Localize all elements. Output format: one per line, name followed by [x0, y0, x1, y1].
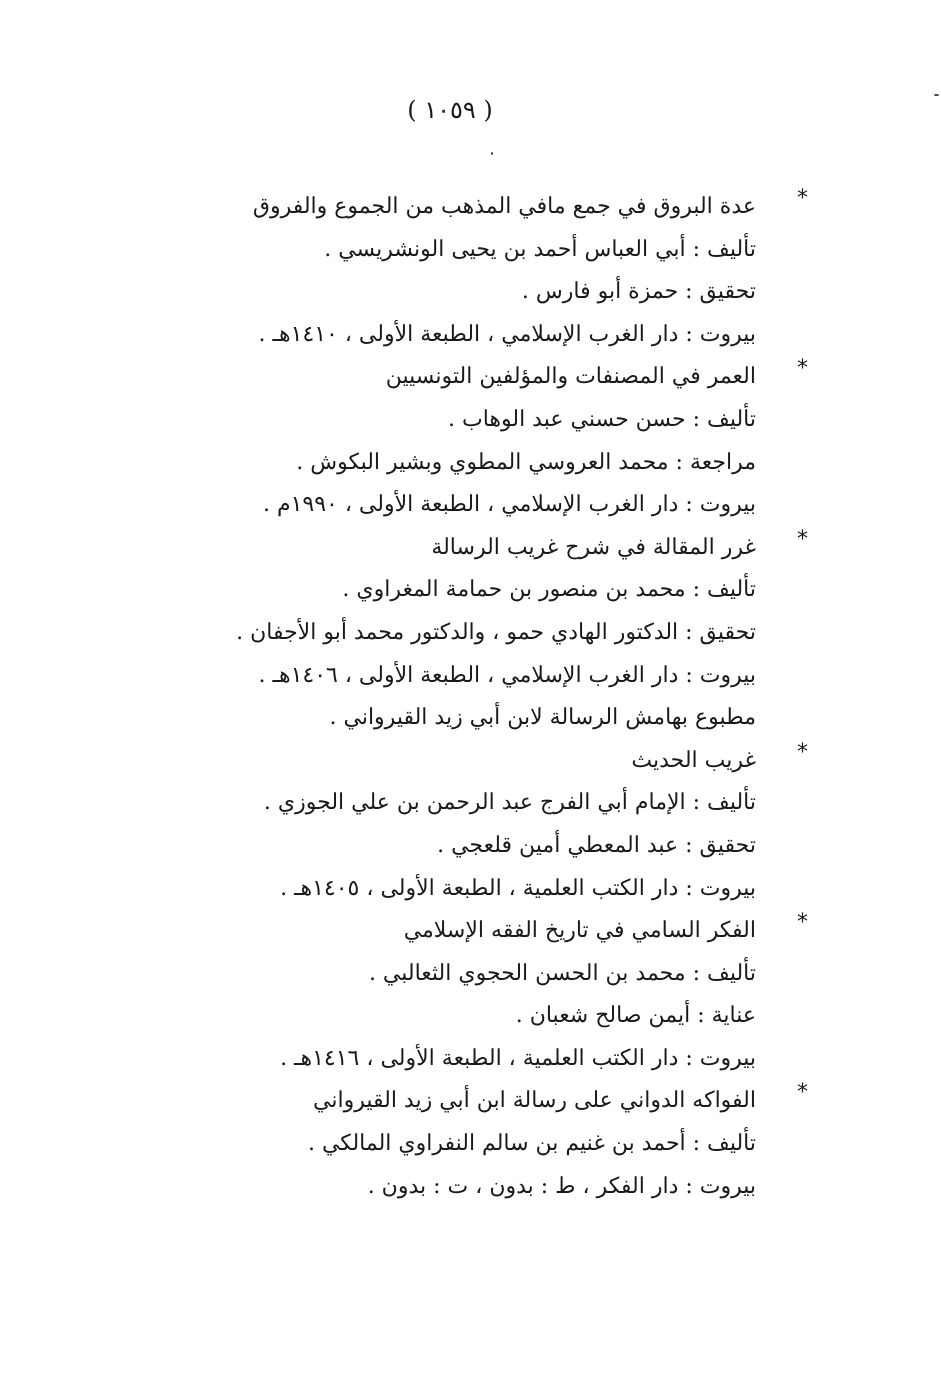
entry-title: غرر المقالة في شرح غريب الرسالة [431, 534, 756, 560]
entry-author: تأليف : محمد بن منصور بن حمامة المغراوي . [342, 577, 756, 603]
bibliography-entry [196, 356, 808, 526]
bullet-asterisk: * [797, 910, 808, 936]
bibliography-entry [196, 910, 808, 1080]
entry-editor: تحقيق : الدكتور الهادي حمو ، والدكتور محمد أبو الأجفان . [236, 619, 756, 645]
entry-publication: بيروت : دار الغرب الإسلامي ، الطبعة الأولى ، ١٤١٠هـ . [258, 321, 756, 347]
bibliography-list [196, 186, 808, 1208]
entry-care: عناية : أيمن صالح شعبان . [515, 1003, 756, 1029]
entry-author: تأليف : الإمام أبي الفرج عبد الرحمن بن علي الجوزي . [263, 790, 756, 816]
bullet-asterisk: * [797, 739, 808, 765]
bibliography-entry [196, 739, 808, 910]
entry-title: غريب الحديث [631, 747, 756, 773]
scan-speck [934, 94, 939, 96]
bullet-asterisk: * [797, 186, 808, 211]
entry-reviewer: مراجعة : محمد العروسي المطوي وبشير البكوش . [296, 449, 756, 475]
entry-title: عدة البروق في جمع مافي المذهب من الجموع والفروق [252, 194, 756, 219]
bullet-asterisk: * [797, 1080, 808, 1106]
entry-editor: تحقيق : عبد المعطي أمين قلعجي . [437, 832, 756, 858]
bibliography-entry [196, 1080, 808, 1208]
bullet-asterisk: * [797, 526, 808, 552]
entry-author: تأليف : أبي العباس أحمد بن يحيى الونشريسي . [324, 236, 756, 262]
entry-publication: بيروت : دار الغرب الإسلامي ، الطبعة الأولى ، ١٤٠٦هـ . [258, 662, 756, 688]
entry-title: الفكر السامي في تاريخ الفقه الإسلامي [403, 918, 756, 944]
entry-author: تأليف : محمد بن الحسن الحجوي الثعالبي . [368, 960, 756, 986]
bibliography-entry [196, 186, 808, 356]
entry-author: تأليف : حسن حسني عبد الوهاب . [448, 406, 756, 432]
entry-note: مطبوع بهامش الرسالة لابن أبي زيد القيرواني . [329, 705, 756, 731]
page-number: ( ١٠٥٩ ) [407, 96, 493, 124]
bullet-asterisk: * [797, 356, 808, 382]
entry-author: تأليف : أحمد بن غنيم بن سالم النفراوي المالكي . [307, 1131, 756, 1157]
entry-title: العمر في المصنفات والمؤلفين التونسيين [385, 364, 756, 390]
bibliography-entry [196, 526, 808, 740]
entry-publication: بيروت : دار الفكر ، ط : بدون ، ت : بدون . [367, 1173, 756, 1199]
entry-publication: بيروت : دار الكتب العلمية ، الطبعة الأولى ، ١٤٠٥هـ . [280, 875, 756, 901]
entry-publication: بيروت : دار الكتب العلمية ، الطبعة الأولى ، ١٤١٦هـ . [280, 1045, 756, 1071]
entry-editor: تحقيق : حمزة أبو فارس . [521, 279, 756, 305]
entry-title: الفواكه الدواني على رسالة ابن أبي زيد القيرواني [313, 1088, 756, 1114]
scan-speck [491, 152, 493, 155]
entry-publication: بيروت : دار الغرب الإسلامي ، الطبعة الأولى ، ١٩٩٠م . [262, 492, 756, 518]
